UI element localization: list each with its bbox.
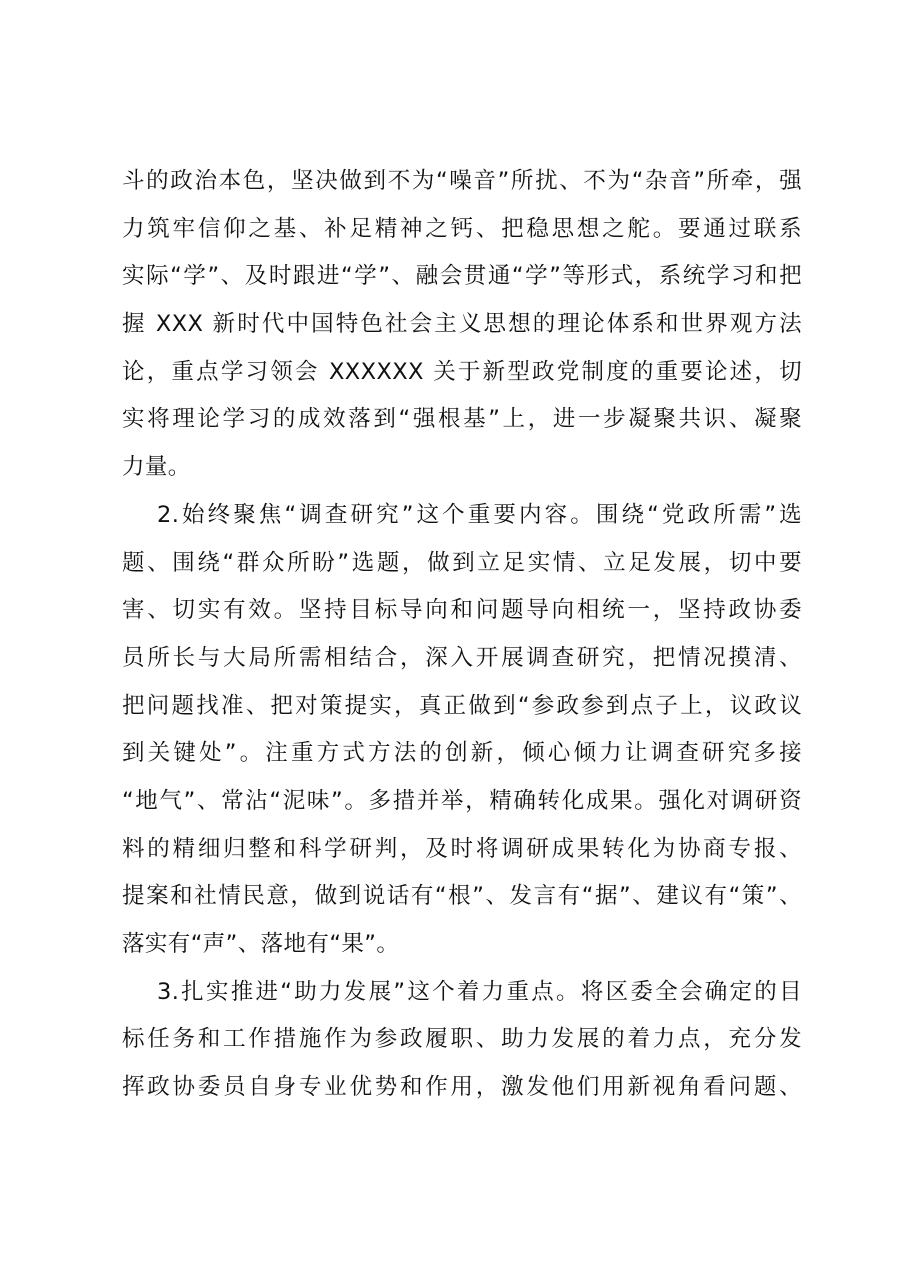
text-line-11: 员所长与大局所需相结合，深入开展调查研究，把情况摸清、 <box>122 644 802 671</box>
text-line-6: 实将理论学习的成效落到“强根基”上，进一步凝聚共识、凝聚 <box>122 406 802 433</box>
text-line-3: 实际“学”、及时跟进“学”、融会贯通“学”等形式，系统学习和把 <box>122 263 802 290</box>
text-line-19: 标任务和工作措施作为参政履职、助力发展的着力点，充分发 <box>122 1026 802 1053</box>
text-line-12: 把问题找准、把对策提实，真正做到“参政参到点子上，议政议 <box>122 692 802 719</box>
text-line-15: 料的精细归整和科学研判，及时将调研成果转化为协商专报、 <box>122 835 802 862</box>
text-line-7: 力量。 <box>122 454 191 481</box>
text-line-17: 落实有“声”、落地有“果”。 <box>122 931 400 957</box>
text-line-1: 斗的政治本色，坚决做到不为“噪音”所扰、不为“杂音”所牵，强 <box>122 168 802 194</box>
paragraph-3-first-line: 3.扎实推进“助力发展”这个着力重点。将区委全会确定的目 <box>157 978 802 1005</box>
text-line-2: 力筑牢信仰之基、补足精神之钙、把稳思想之舵。要通过联系 <box>122 215 802 242</box>
text-line-4: 握 XXX 新时代中国特色社会主义思想的理论体系和世界观方法 <box>122 311 802 338</box>
text-line-20: 挥政协委员自身专业优势和作用，激发他们用新视角看问题、 <box>122 1074 802 1101</box>
text-line-14: “地气”、常沾“泥味”。多措并举，精确转化成果。强化对调研资 <box>122 787 802 814</box>
body-text <box>122 158 802 1112</box>
text-line-16: 提案和社情民意，做到说话有“根”、发言有“据”、建议有“策”、 <box>122 883 802 910</box>
paragraph-2-first-line: 2.始终聚焦“调查研究”这个重要内容。围绕“党政所需”选 <box>157 501 802 528</box>
text-line-9: 题、围绕“群众所盼”选题，做到立足实情、立足发展，切中要 <box>122 549 802 576</box>
text-line-10: 害、切实有效。坚持目标导向和问题导向相统一，坚持政协委 <box>122 597 802 624</box>
text-line-13: 到关键处”。注重方式方法的创新，倾心倾力让调查研究多接 <box>122 740 802 767</box>
text-line-5: 论，重点学习领会 XXXXXX 关于新型政党制度的重要论述，切 <box>122 358 802 385</box>
